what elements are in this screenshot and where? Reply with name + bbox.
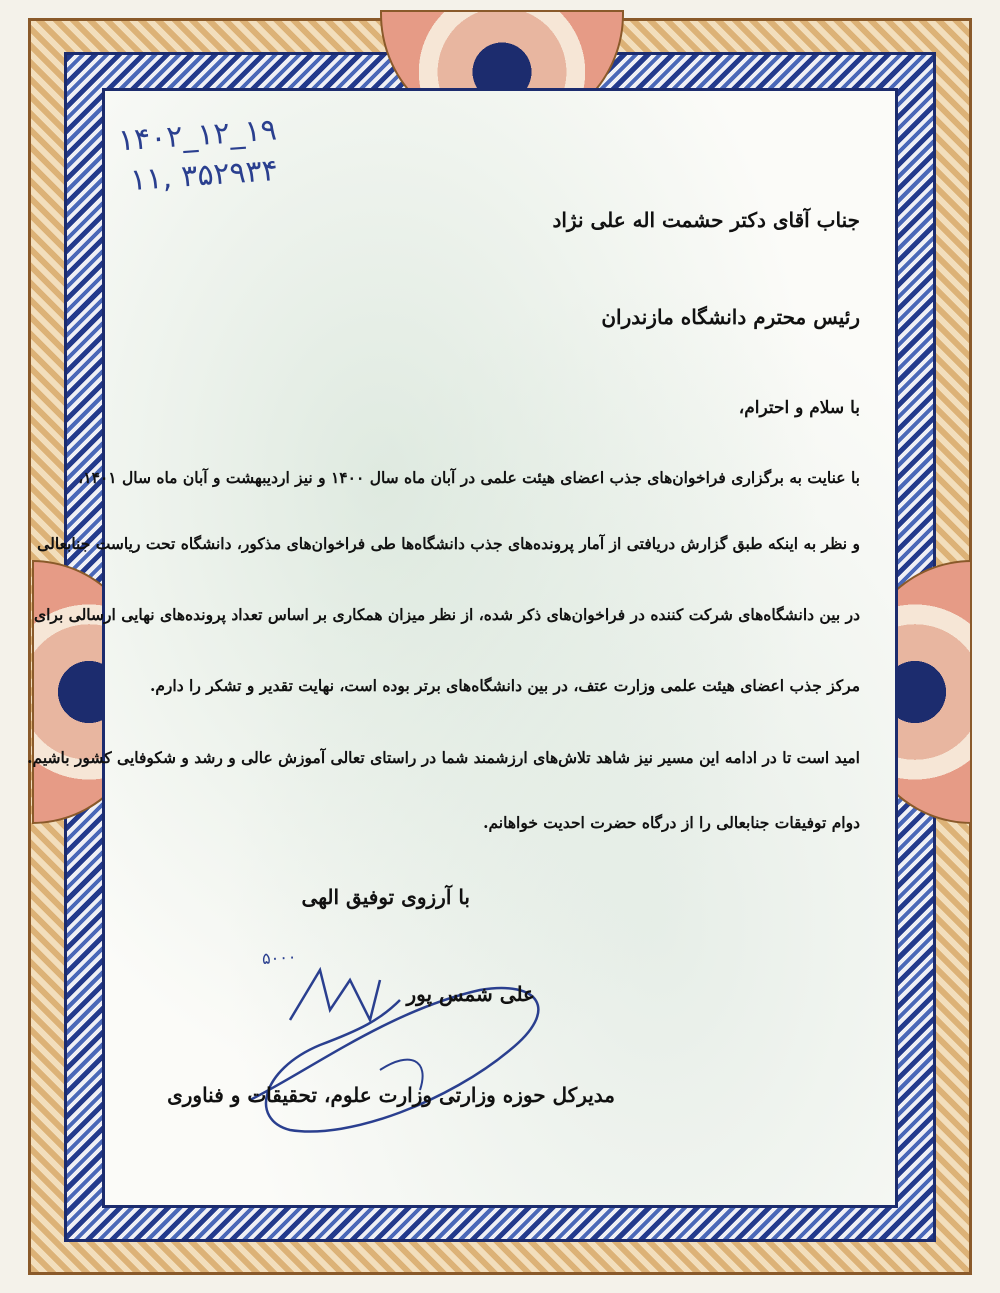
body-line: و نظر به اینکه طبق گزارش دریافتی از آمار پرونده‌های جذب دانشگاه‌ها طی فراخوان‌های مذکور، دانشگاه تحت ریاست جنابعالی xyxy=(37,534,860,553)
signer-name: علی شمس پور xyxy=(406,982,535,1006)
recipient-position: رئیس محترم دانشگاه مازندران xyxy=(601,305,860,329)
body-line: با عنایت به برگزاری فراخوان‌های جذب اعضای هیئت علمی در آبان ماه سال ۱۴۰۰ و نیز اردیبهشت و آبان ماه سال ۱۴۰۱، xyxy=(78,468,860,487)
signature xyxy=(230,950,570,1150)
recipient-name: جناب آقای دکتر حشمت اله علی نژاد xyxy=(552,208,860,232)
body-line: امید است تا در ادامه این مسیر نیز شاهد تلاش‌های ارزشمند شما در راستای تعالی آموزش عالی و رشد و شکوفایی کشور باشیم. xyxy=(27,748,860,767)
body-line: مرکز جذب اعضای هیئت علمی وزارت عتف، در بین دانشگاه‌های برتر بوده است، نهایت تقدیر و تشکر را دارم. xyxy=(149,676,860,695)
handwritten-number: ۱۱, ۳۵۲۹۳۴ xyxy=(128,152,280,199)
closing-wish: با آرزوی توفیق الهی xyxy=(301,885,470,909)
body-line: در بین دانشگاه‌های شرکت کننده در فراخوان‌های ذکر شده، از نظر میزان همکاری بر اساس تعداد پرونده‌های نهایی ارسالی برای xyxy=(33,605,860,624)
handwritten-date: ۱۴۰۲_۱۲_۱۹ xyxy=(116,112,278,159)
signer-title: مدیرکل حوزه وزارتی وزارت علوم، تحقیقات و فناوری xyxy=(167,1083,615,1107)
signature-note: ۵۰۰۰ xyxy=(261,946,297,969)
body-line: دوام توفیقات جنابعالی را از درگاه حضرت احدیت خواهانم. xyxy=(483,813,860,832)
greeting: با سلام و احترام، xyxy=(738,398,860,418)
